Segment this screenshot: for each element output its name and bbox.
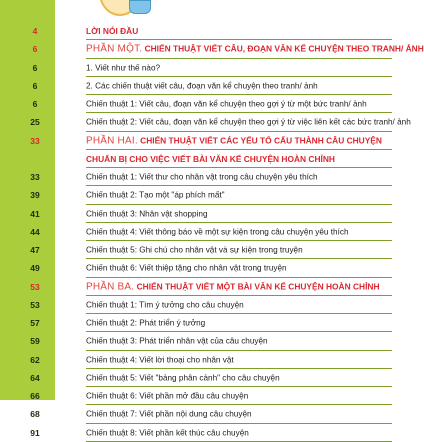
toc-page-number: 6	[32, 99, 38, 110]
toc-page-number: 57	[30, 318, 40, 329]
toc-title: LỜI NÓI ĐẦU	[86, 26, 139, 37]
toc-page-number: 62	[30, 354, 40, 365]
toc-entry-row[interactable]	[0, 223, 400, 241]
toc-page-number: 4	[32, 26, 38, 37]
toc-page-number: 53	[30, 281, 40, 292]
toc-title: Chiến thuật 6: Viết phần mở đầu câu chuyện	[86, 391, 249, 401]
toc-entry-row[interactable]	[0, 205, 400, 223]
part-label: PHẦN BA.	[86, 281, 135, 293]
toc-title: Chiến thuật 6: Viết thiệp tặng cho nhân vật trong truyện	[86, 263, 287, 273]
toc-title: Chiến thuật 1: Viết câu, đoạn văn kể chuyện theo gợi ý từ một bức tranh/ ảnh	[86, 99, 367, 109]
toc-entry-row[interactable]	[0, 424, 400, 442]
toc-title: 1. Viết như thế nào?	[86, 63, 161, 73]
toc-title: Chiến thuật 1: Viết thư cho nhân vật trong câu chuyện yêu thích	[86, 172, 318, 182]
table-of-contents	[0, 22, 424, 442]
toc-title: Chiến thuật 3: Nhân vật shopping	[86, 209, 208, 219]
part-title: CHIẾN THUẬT VIẾT MỘT BÀI VĂN KỂ CHUYỆN HOÀN CHỈNH	[136, 281, 380, 292]
toc-heading-row[interactable]	[0, 278, 400, 296]
toc-page-number: 49	[30, 263, 40, 274]
toc-title: Chiến thuật 3: Phát triển nhân vật của câu chuyện	[86, 336, 268, 346]
toc-heading-row[interactable]	[0, 22, 400, 40]
part-label: PHẦN HAI.	[86, 135, 138, 147]
toc-title: Chiến thuật 5: Viết "bảng phân cảnh" cho câu chuyện	[86, 373, 280, 383]
toc-entry-row[interactable]	[0, 113, 411, 131]
toc-entry-row[interactable]	[0, 168, 400, 186]
toc-page-number: 41	[30, 208, 40, 219]
toc-title: CHUẨN BỊ CHO VIỆC VIẾT BÀI VĂN KỂ CHUYỆN HOÀN CHỈNH	[86, 153, 335, 164]
toc-page-number: 68	[30, 409, 40, 420]
toc-entry-row[interactable]	[0, 351, 400, 369]
toc-title: Chiến thuật 1: Tìm ý tưởng cho câu chuyện	[86, 300, 244, 310]
toc-page-number: 25	[30, 117, 40, 128]
toc-entry-row[interactable]	[0, 314, 400, 332]
toc-title	[86, 135, 394, 146]
toc-title: Chiến thuật 4: Viết thông báo về một sự kiện trong câu chuyện yêu thích	[86, 227, 349, 237]
toc-entry-row[interactable]	[0, 405, 400, 423]
toc-title: Chiến thuật 5: Ghi chú cho nhân vật và sự kiện trong truyện	[86, 245, 303, 255]
toc-title: Chiến thuật 4: Viết lời thoại cho nhân vật	[86, 355, 234, 365]
toc-page-number: 44	[30, 226, 40, 237]
toc-title	[86, 43, 424, 55]
toc-entry-row[interactable]	[0, 186, 400, 204]
toc-entry-row[interactable]	[0, 259, 400, 277]
toc-page-number: 33	[30, 135, 40, 146]
toc-entry-row[interactable]	[0, 369, 400, 387]
part-label: PHẦN MỘT.	[86, 43, 143, 55]
toc-page-number: 6	[32, 44, 38, 55]
toc-entry-row[interactable]	[0, 387, 400, 405]
toc-entry-row[interactable]	[0, 296, 400, 314]
toc-page-number: 64	[30, 372, 40, 383]
toc-entry-row[interactable]	[0, 241, 400, 259]
toc-page-number: 66	[30, 391, 40, 402]
toc-title: Chiến thuật 7: Viết phần nội dung câu chuyện	[86, 409, 252, 419]
toc-title: Chiến thuật 2: Tạo một "áp phích mất"	[86, 190, 225, 200]
part-title: CHIẾN THUẬT VIẾT CÁC YẾU TỐ CẤU THÀNH CÂU CHUYỆN	[140, 135, 382, 146]
toc-title: Chiến thuật 8: Viết phần kết thúc câu chuyện	[86, 428, 249, 438]
toc-entry-row[interactable]	[0, 77, 400, 95]
toc-heading-row[interactable]	[0, 132, 400, 150]
toc-page-number: 33	[30, 172, 40, 183]
toc-title: Chiến thuật 2: Viết câu, đoạn văn kể chuyện theo gợi ý từ việc liên kết các bức tranh/ ảnh	[86, 117, 411, 127]
toc-entry-row[interactable]	[0, 95, 400, 113]
toc-title: 2. Các chiến thuật viết câu, đoạn văn kể chuyện theo tranh/ ảnh	[86, 81, 318, 91]
toc-heading-row[interactable]	[0, 40, 424, 58]
toc-page-number: 6	[32, 62, 38, 73]
toc-page-number: 59	[30, 336, 40, 347]
toc-page-number: 47	[30, 245, 40, 256]
toc-title: Chiến thuật 2: Phát triển ý tưởng	[86, 318, 206, 328]
toc-title	[86, 281, 394, 292]
toc-entry-row[interactable]	[0, 332, 400, 350]
toc-entry-row[interactable]	[0, 59, 400, 77]
toc-page-number: 91	[30, 427, 40, 438]
toc-page-number: 6	[32, 80, 38, 91]
part-title: CHIẾN THUẬT VIẾT CÂU, ĐOẠN VĂN KỂ CHUYỆN THEO TRANH/ ẢNH	[144, 43, 424, 54]
hand-illustration-icon	[95, 0, 155, 24]
toc-page-number: 39	[30, 190, 40, 201]
sleeve-cuff	[129, 0, 151, 14]
toc-heading-row[interactable]	[0, 150, 400, 168]
toc-page-number: 53	[30, 299, 40, 310]
